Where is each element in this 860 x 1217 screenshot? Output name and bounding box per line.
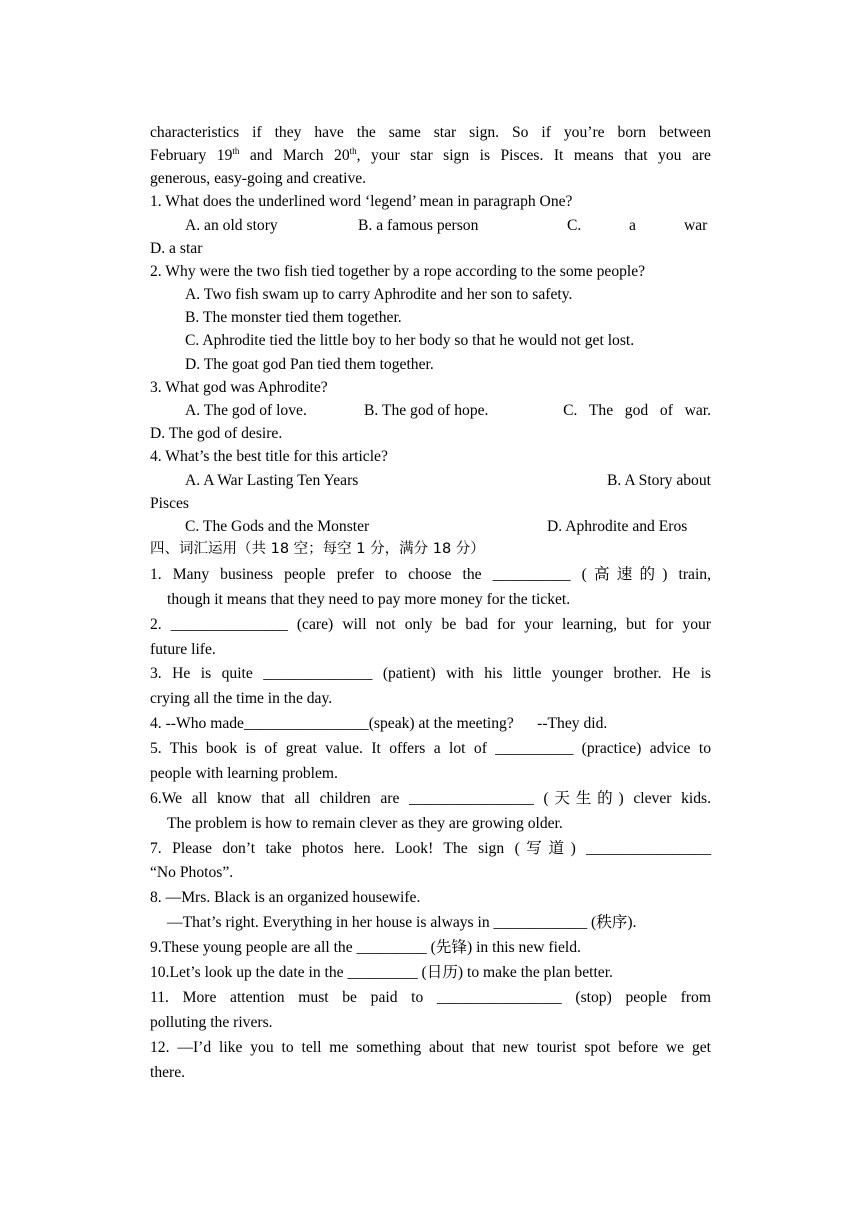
vocab-item-7: 7. Please don’t take photos here. Look! The sign (写道) ________________	[150, 840, 711, 857]
vocab-item-3: crying all the time in the day.	[150, 690, 333, 707]
option-c: war	[684, 217, 708, 234]
superscript: th	[232, 145, 240, 156]
option-b: B. A Story about	[607, 472, 711, 489]
vocab-item-2: future life.	[150, 641, 216, 658]
vocab-item-1: though it means that they need to pay more money for the ticket.	[167, 591, 571, 608]
passage-line: generous, easy-going and creative.	[150, 170, 367, 187]
option-d: D. Aphrodite and Eros	[547, 518, 688, 535]
option-b: B. The monster tied them together.	[185, 309, 402, 326]
vocab-item-8: 8. —Mrs. Black is an organized housewife.	[150, 889, 421, 906]
question-stem: 1. What does the underlined word ‘legend’ mean in paragraph One?	[150, 193, 573, 210]
option-c: C. Aphrodite tied the little boy to her body so that he would not get lost.	[185, 332, 635, 349]
vocab-item-12: 12. —I’d like you to tell me something about that new tourist spot before we get	[150, 1039, 711, 1056]
passage-line: characteristics if they have the same star sign. So if you’re born between	[150, 124, 711, 141]
passage-text: February 19	[150, 147, 233, 164]
vocab-item-4: 4. --Who made________________(speak) at the meeting? --They did.	[150, 715, 608, 732]
option-d: D. The goat god Pan tied them together.	[185, 356, 434, 373]
option-d: D. a star	[150, 240, 203, 257]
option-b: B. The god of hope.	[364, 402, 489, 419]
vocab-item-11: 11. More attention must be paid to ________________ (stop) people from	[150, 989, 711, 1006]
section-title: 四、词汇运用（共 18 空；每空 1 分，满分 18 分）	[150, 541, 485, 557]
vocab-item-3: 3. He is quite ______________ (patient) with his little younger brother. He is	[150, 665, 711, 682]
vocab-item-12: there.	[150, 1064, 186, 1081]
vocab-item-5: 5. This book is of great value. It offers a lot of __________ (practice) advice to	[150, 740, 711, 757]
option-a: A. an old story	[185, 217, 278, 234]
vocab-item-1: 1. Many business people prefer to choose the __________ (高速的) train,	[150, 566, 711, 583]
vocab-item-5: people with learning problem.	[150, 765, 338, 782]
option-c: C. The Gods and the Monster	[185, 518, 370, 535]
option-a: A. The god of love.	[185, 402, 307, 419]
vocab-item-7: “No Photos”.	[150, 864, 234, 881]
option-a: A. Two fish swam up to carry Aphrodite and her son to safety.	[185, 286, 573, 303]
option-b: Pisces	[150, 495, 189, 512]
passage-text: and March 20	[239, 147, 350, 164]
option-b: B. a famous person	[358, 217, 479, 234]
option-c: C. The god of war.	[563, 402, 711, 419]
vocab-item-11: polluting the rivers.	[150, 1014, 273, 1031]
passage-text: , your star sign is Pisces. It means that you are	[356, 147, 711, 164]
option-c: C.	[567, 217, 582, 234]
question-stem: 4. What’s the best title for this article?	[150, 448, 388, 465]
superscript: th	[349, 145, 357, 156]
vocab-item-8: —That’s right. Everything in her house is always in ____________ (秩序).	[167, 914, 637, 931]
question-stem: 3. What god was Aphrodite?	[150, 379, 328, 396]
option-d: D. The god of desire.	[150, 425, 283, 442]
question-stem: 2. Why were the two fish tied together by a rope according to the some people?	[150, 263, 646, 280]
passage-line	[150, 145, 711, 164]
vocab-item-9: 9.These young people are all the _________ (先锋) in this new field.	[150, 939, 581, 956]
vocab-item-10: 10.Let’s look up the date in the _________ (日历) to make the plan better.	[150, 964, 613, 981]
option-a: A. A War Lasting Ten Years	[185, 472, 359, 489]
vocab-item-6: 6.We all know that all children are ________________ (天生的) clever kids.	[150, 790, 711, 807]
option-c: a	[629, 217, 636, 234]
vocab-item-6: The problem is how to remain clever as they are growing older.	[167, 815, 563, 832]
vocab-item-2: 2. _______________ (care) will not only be bad for your learning, but for your	[150, 616, 711, 633]
